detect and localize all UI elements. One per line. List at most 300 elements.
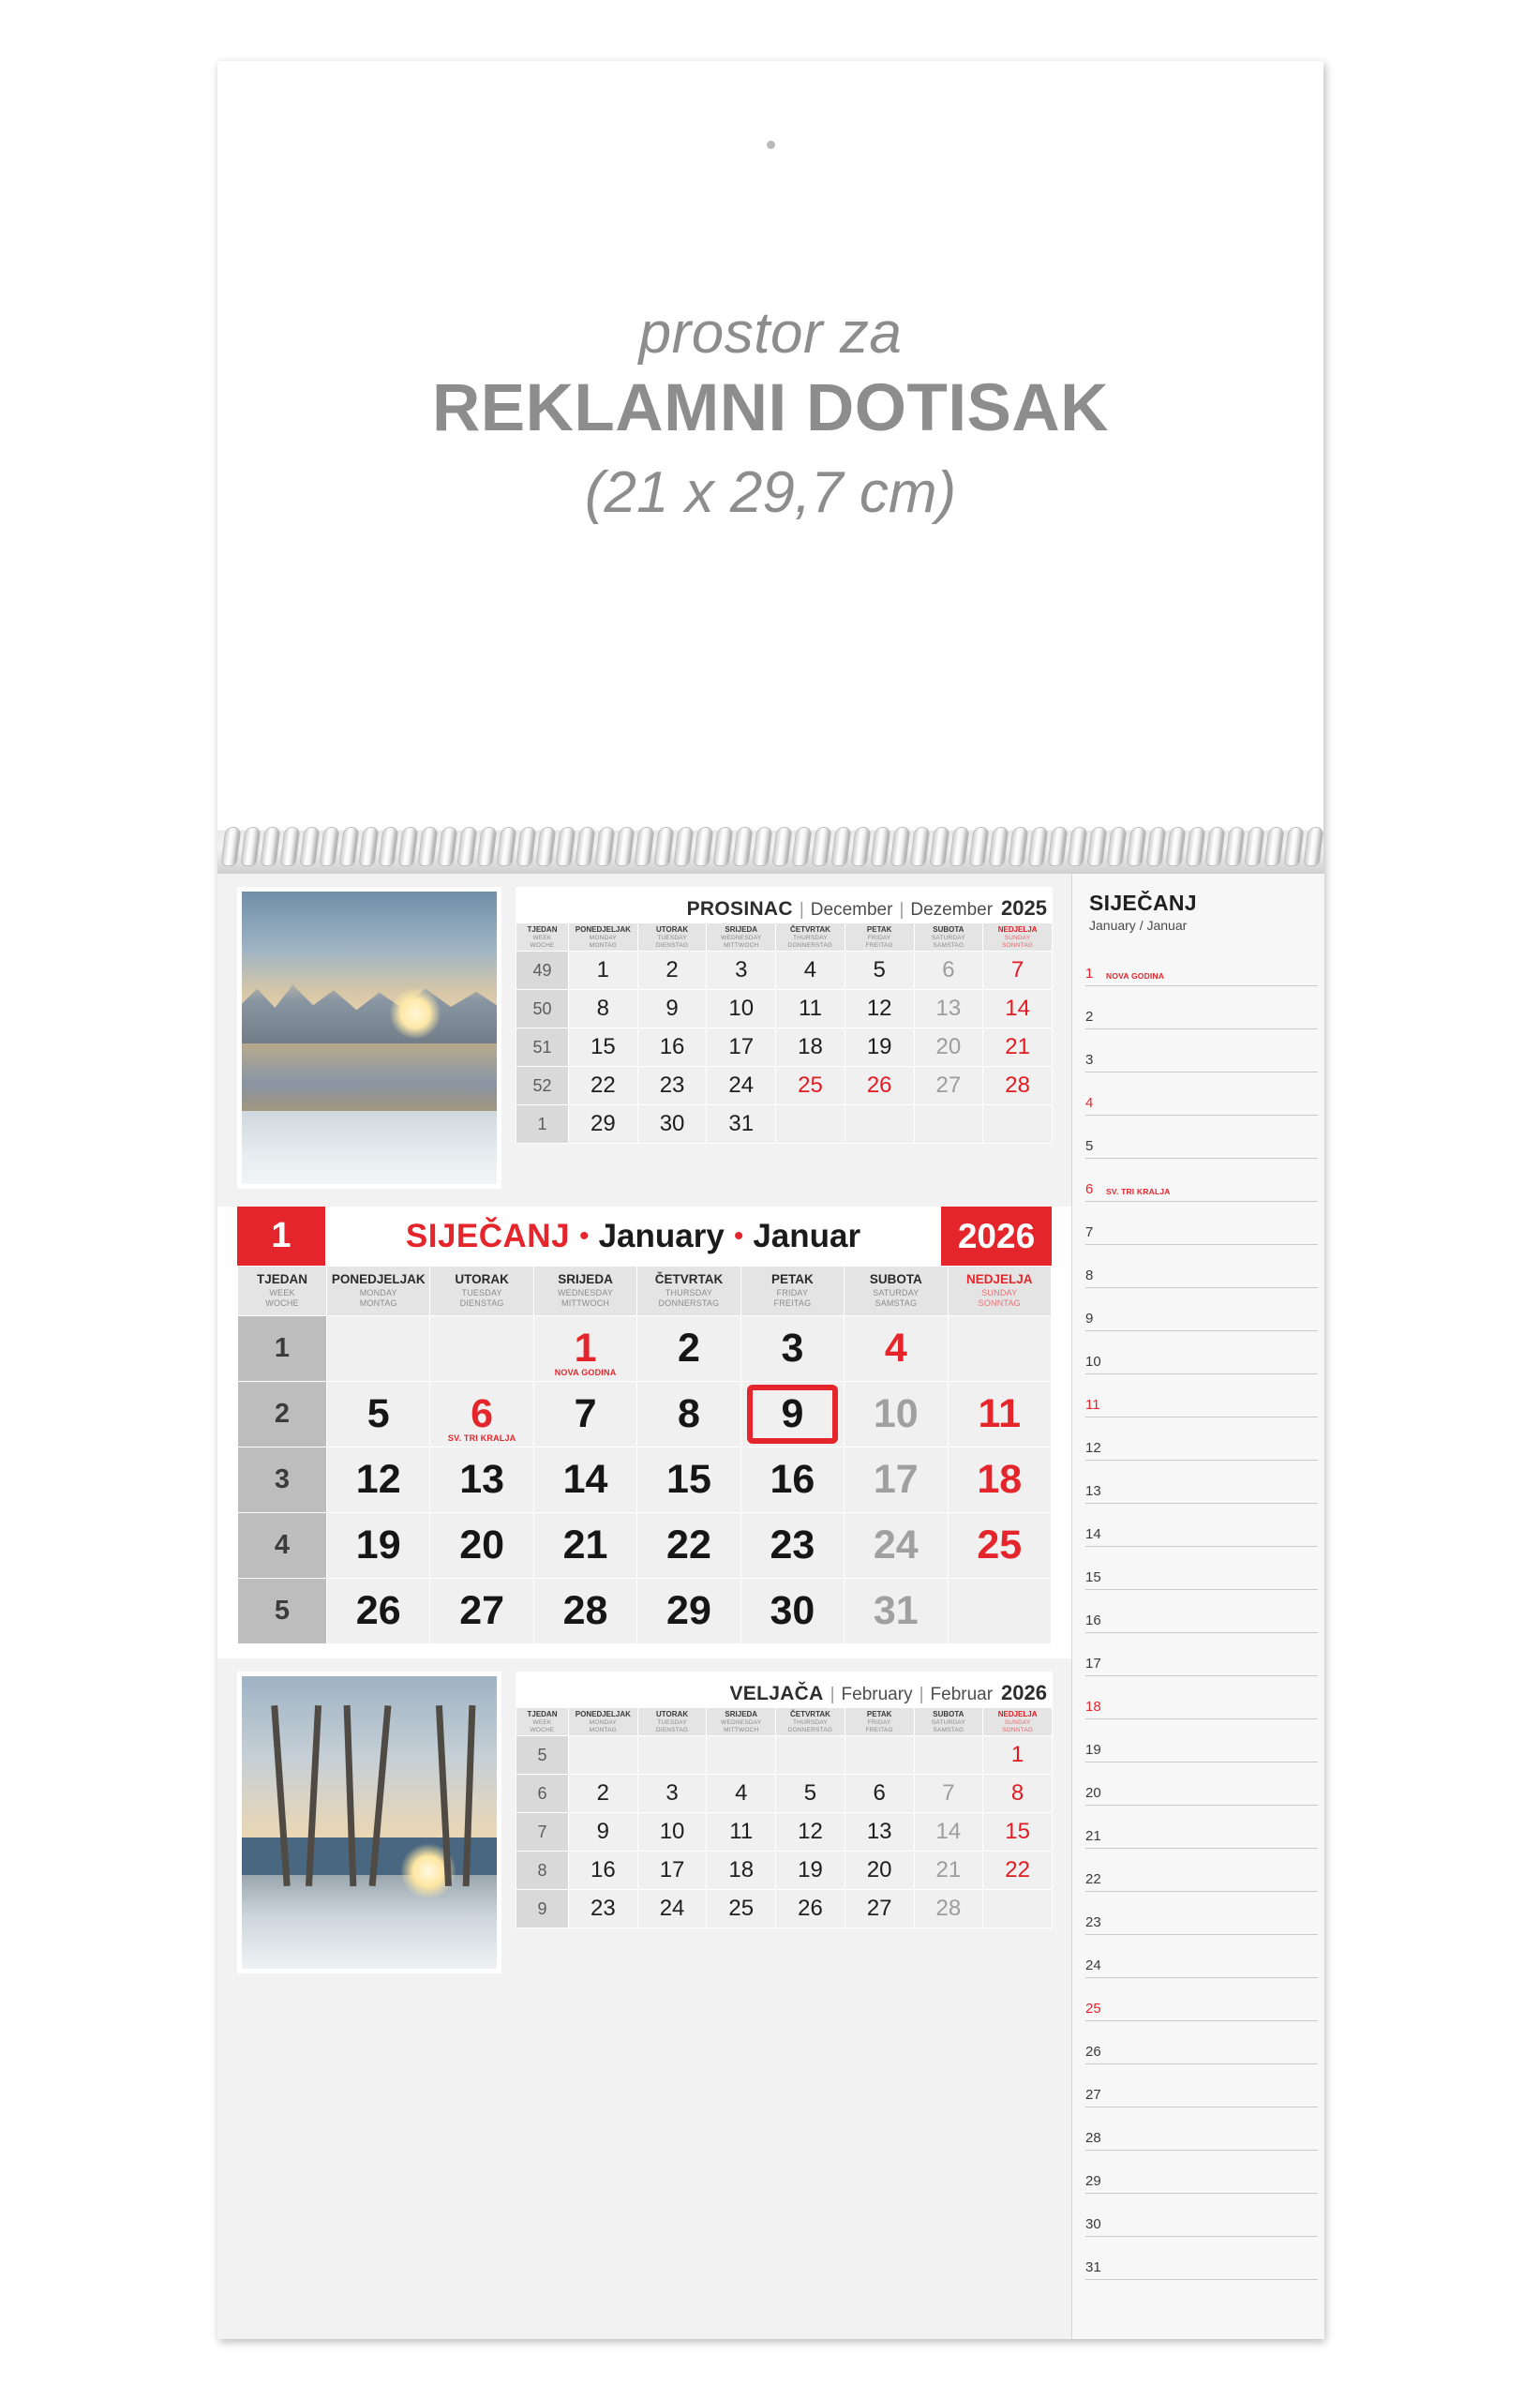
- day-cell: 21: [983, 1028, 1053, 1067]
- spiral-coil: [771, 827, 792, 866]
- day-cell: [637, 1513, 740, 1579]
- day-cell: 16: [569, 1852, 638, 1890]
- winter-photo-february: [237, 1672, 501, 1973]
- column-header: SRIJEDA WEDNESDAY MITTWOCH: [533, 1267, 636, 1316]
- notes-day-row[interactable]: [1085, 1159, 1318, 1202]
- week-number: 7: [516, 1813, 569, 1852]
- week-number: 5: [516, 1736, 569, 1775]
- month-name-de: Februar: [930, 1685, 994, 1704]
- table-row: [516, 1813, 1053, 1852]
- spiral-coil: [693, 827, 713, 866]
- day-cell: [327, 1382, 430, 1448]
- spiral-coil: [830, 827, 851, 866]
- day-cell: 11: [776, 990, 845, 1028]
- table-row: [516, 952, 1053, 990]
- day-cell-empty: [948, 1316, 1051, 1382]
- month-name-en: December: [810, 900, 893, 920]
- notes-day-number: 17: [1085, 1656, 1101, 1672]
- spiral-coil: [870, 827, 890, 866]
- spiral-coil: [299, 827, 320, 866]
- month-grid-january: [237, 1266, 1052, 1644]
- notes-day-row[interactable]: [1085, 1806, 1318, 1849]
- day-number: 30: [770, 1588, 815, 1633]
- day-cell: [948, 1382, 1051, 1448]
- notes-day-number: 19: [1085, 1742, 1101, 1758]
- months-column: [217, 874, 1071, 2339]
- separator: |: [919, 1685, 924, 1704]
- day-cell: [948, 1448, 1051, 1513]
- notes-header: [1089, 891, 1310, 933]
- day-cell: 4: [776, 952, 845, 990]
- day-number: 15: [666, 1457, 711, 1502]
- spiral-coil: [1086, 827, 1107, 866]
- notes-day-row[interactable]: [1085, 1374, 1318, 1418]
- spiral-coil: [456, 827, 477, 866]
- spiral-coil: [1047, 827, 1068, 866]
- wall-calendar: [217, 61, 1323, 2339]
- mini-month-header-february: [516, 1672, 1053, 1707]
- day-cell: 18: [707, 1852, 776, 1890]
- notes-day-row[interactable]: [1085, 1461, 1318, 1504]
- notes-day-number: 14: [1085, 1526, 1101, 1542]
- day-cell: 1: [569, 952, 638, 990]
- day-cell: 18: [776, 1028, 845, 1067]
- notes-day-number: 23: [1085, 1914, 1101, 1930]
- notes-day-row[interactable]: [1085, 1762, 1318, 1806]
- day-number: 8: [678, 1391, 700, 1436]
- notes-day-row[interactable]: [1085, 986, 1318, 1029]
- notes-day-number: 21: [1085, 1828, 1101, 1844]
- day-cell: [327, 1513, 430, 1579]
- day-number: 24: [873, 1522, 919, 1568]
- separator: |: [799, 900, 804, 920]
- column-header: PETAK FRIDAY FREITAG: [845, 923, 914, 952]
- table-row: [238, 1513, 1052, 1579]
- notes-day-row[interactable]: [1085, 1935, 1318, 1978]
- month-name-en: January: [598, 1217, 725, 1254]
- day-cell: 30: [637, 1105, 707, 1144]
- notes-day-row[interactable]: [1085, 1978, 1318, 2021]
- spiral-coil: [279, 827, 300, 866]
- notes-day-number: 29: [1085, 2173, 1101, 2189]
- mini-month-header-december: [516, 887, 1053, 922]
- day-cell-empty: [569, 1736, 638, 1775]
- column-header: NEDJELJA SUNDAY SONNTAG: [948, 1267, 1051, 1316]
- day-cell: 7: [983, 952, 1053, 990]
- spiral-coil: [417, 827, 438, 866]
- column-header: TJEDAN WEEK WOCHE: [516, 1708, 569, 1736]
- day-cell: [533, 1316, 636, 1382]
- day-cell: 19: [776, 1852, 845, 1890]
- notes-day-row[interactable]: [1085, 1288, 1318, 1331]
- day-number: 18: [977, 1457, 1023, 1502]
- day-cell-empty: [707, 1736, 776, 1775]
- spiral-coil: [1204, 827, 1225, 866]
- notes-day-number: 3: [1085, 1052, 1094, 1068]
- day-cell: 10: [707, 990, 776, 1028]
- month-name-de: Januar: [753, 1217, 861, 1254]
- day-cell-empty: [327, 1316, 430, 1382]
- spiral-coil: [752, 827, 772, 866]
- table-row: [516, 1890, 1053, 1928]
- day-cell: [430, 1579, 533, 1644]
- spiral-coil: [811, 827, 831, 866]
- day-cell: 6: [914, 952, 983, 990]
- day-cell: 17: [637, 1852, 707, 1890]
- day-number: 21: [562, 1522, 608, 1568]
- day-cell: [637, 1448, 740, 1513]
- day-cell: [533, 1448, 636, 1513]
- day-number: 22: [666, 1522, 711, 1568]
- day-number: 5: [366, 1391, 390, 1436]
- notes-day-row[interactable]: [1085, 2108, 1318, 2151]
- day-cell: [533, 1579, 636, 1644]
- day-cell: 5: [776, 1775, 845, 1813]
- spiral-coil: [929, 827, 949, 866]
- day-cell: 21: [914, 1852, 983, 1890]
- day-cell: 10: [637, 1813, 707, 1852]
- notes-day-row[interactable]: [1085, 1331, 1318, 1374]
- day-cell: 17: [707, 1028, 776, 1067]
- spiral-coil: [378, 827, 398, 866]
- day-number: 17: [873, 1457, 919, 1502]
- table-row: [516, 1736, 1053, 1775]
- day-number: 2: [678, 1326, 700, 1371]
- week-number: 51: [516, 1028, 569, 1067]
- holiday-note: NOVA GODINA: [554, 1368, 617, 1377]
- month-year: 2026: [957, 1216, 1036, 1255]
- spiral-coil: [634, 827, 654, 866]
- previous-month-block: [217, 874, 1071, 1207]
- table-row: [238, 1448, 1052, 1513]
- day-cell: 9: [569, 1813, 638, 1852]
- spiral-coil: [476, 827, 497, 866]
- spiral-coil: [1027, 827, 1048, 866]
- notes-day-number: 6: [1085, 1181, 1094, 1197]
- day-cell-empty: [637, 1736, 707, 1775]
- column-header: SUBOTA SATURDAY SAMSTAG: [914, 923, 983, 952]
- column-header: SRIJEDA WEDNESDAY MITTWOCH: [707, 923, 776, 952]
- day-number: 14: [562, 1457, 608, 1502]
- day-cell-empty: [914, 1736, 983, 1775]
- day-cell-empty: [430, 1316, 533, 1382]
- day-cell: 23: [569, 1890, 638, 1928]
- day-cell: 25: [707, 1890, 776, 1928]
- notes-day-row[interactable]: [1085, 1676, 1318, 1719]
- notes-day-row[interactable]: [1085, 1072, 1318, 1116]
- week-number: 1: [238, 1316, 327, 1382]
- week-number: 3: [238, 1448, 327, 1513]
- holiday-note: SV. TRI KRALJA: [447, 1433, 516, 1443]
- notes-day-number: 2: [1085, 1009, 1094, 1025]
- day-cell: 11: [707, 1813, 776, 1852]
- day-cell: 15: [983, 1813, 1053, 1852]
- notes-day-number: 31: [1085, 2259, 1101, 2275]
- day-number: 11: [978, 1391, 1021, 1436]
- notes-day-row[interactable]: [1085, 1892, 1318, 1935]
- day-cell-empty: [914, 1105, 983, 1144]
- spiral-coil: [1263, 827, 1284, 866]
- day-cell: [327, 1448, 430, 1513]
- day-cell: 3: [637, 1775, 707, 1813]
- day-cell: 16: [637, 1028, 707, 1067]
- day-cell: [740, 1316, 844, 1382]
- week-number: 1: [516, 1105, 569, 1144]
- spiral-coil: [673, 827, 694, 866]
- day-cell-empty: [776, 1105, 845, 1144]
- day-cell: [740, 1382, 844, 1448]
- day-cell: 7: [914, 1775, 983, 1813]
- day-number: 31: [873, 1588, 919, 1633]
- day-number: 12: [355, 1457, 401, 1502]
- spiral-coil: [1244, 827, 1264, 866]
- notes-day-row[interactable]: [1085, 2194, 1318, 2237]
- day-cell: 6: [845, 1775, 914, 1813]
- day-cell: [845, 1448, 948, 1513]
- day-cell: [740, 1448, 844, 1513]
- day-cell: [430, 1382, 533, 1448]
- week-number: 49: [516, 952, 569, 990]
- month-name-de: Dezember: [910, 900, 994, 920]
- column-header: SUBOTA SATURDAY SAMSTAG: [845, 1267, 948, 1316]
- notes-day-number: 27: [1085, 2087, 1101, 2103]
- day-number: 27: [459, 1588, 505, 1633]
- spiral-coil: [516, 827, 536, 866]
- spiral-coil: [1126, 827, 1146, 866]
- day-number: 1: [574, 1326, 597, 1371]
- day-cell: 28: [983, 1067, 1053, 1105]
- day-cell: [740, 1513, 844, 1579]
- day-cell: [637, 1382, 740, 1448]
- notes-day-row[interactable]: [1085, 1547, 1318, 1590]
- day-cell: 4: [707, 1775, 776, 1813]
- week-number: 8: [516, 1852, 569, 1890]
- month-name-hr: VELJAČA: [729, 1683, 824, 1704]
- day-number: 13: [459, 1457, 505, 1502]
- day-cell: 1: [983, 1736, 1053, 1775]
- column-header: ČETVRTAK THURSDAY DONNERSTAG: [776, 923, 845, 952]
- day-cell: [845, 1382, 948, 1448]
- spiral-coil: [1165, 827, 1186, 866]
- day-cell: 19: [845, 1028, 914, 1067]
- spiral-coil: [260, 827, 280, 866]
- notes-day-row[interactable]: [1085, 1849, 1318, 1892]
- day-number: 23: [770, 1522, 815, 1568]
- column-header: PETAK FRIDAY FREITAG: [845, 1708, 914, 1736]
- week-number: 52: [516, 1067, 569, 1105]
- spiral-coil: [732, 827, 753, 866]
- spiral-coil: [437, 827, 457, 866]
- day-cell-empty: [845, 1105, 914, 1144]
- spiral-coil: [968, 827, 989, 866]
- day-cell: [845, 1513, 948, 1579]
- notes-day-number: 25: [1085, 2001, 1101, 2017]
- notes-day-row[interactable]: [1085, 1504, 1318, 1547]
- day-cell: [948, 1513, 1051, 1579]
- day-cell: 28: [914, 1890, 983, 1928]
- spiral-coils: [223, 827, 1323, 868]
- table-row: [516, 990, 1053, 1028]
- day-cell: 24: [707, 1067, 776, 1105]
- notes-day-number: 10: [1085, 1354, 1101, 1370]
- day-cell: 31: [707, 1105, 776, 1144]
- day-cell: 27: [914, 1067, 983, 1105]
- spiral-coil: [555, 827, 576, 866]
- day-number: 4: [884, 1326, 907, 1371]
- day-cell: 8: [983, 1775, 1053, 1813]
- day-cell: [430, 1448, 533, 1513]
- spiral-coil: [1224, 827, 1245, 866]
- notes-month-hr: SIJEČANJ: [1089, 891, 1197, 915]
- spiral-coil: [220, 827, 241, 866]
- spiral-coil: [535, 827, 556, 866]
- spiral-coil: [1145, 827, 1166, 866]
- notes-day-row[interactable]: [1085, 1202, 1318, 1245]
- day-number: 26: [355, 1588, 401, 1633]
- notes-day-number: 11: [1085, 1397, 1100, 1413]
- spiral-coil: [712, 827, 733, 866]
- column-header: PONEDJELJAK MONDAY MONTAG: [569, 1708, 638, 1736]
- notes-day-number: 30: [1085, 2216, 1101, 2232]
- day-cell: [533, 1513, 636, 1579]
- main-month-block: [217, 1207, 1071, 1658]
- day-cell: [845, 1316, 948, 1382]
- notes-day-row[interactable]: [1085, 2021, 1318, 2064]
- day-cell: 13: [845, 1813, 914, 1852]
- spiral-binding: [217, 820, 1323, 874]
- day-number: 25: [977, 1522, 1023, 1568]
- spiral-coil: [240, 827, 261, 866]
- week-number: 6: [516, 1775, 569, 1813]
- day-number: 6: [471, 1391, 494, 1436]
- month-grid-february: [516, 1707, 1053, 1928]
- column-header: UTORAK TUESDAY DIENSTAG: [430, 1267, 533, 1316]
- day-cell: 25: [776, 1067, 845, 1105]
- separator-dot: •: [733, 1220, 744, 1252]
- spiral-coil: [397, 827, 418, 866]
- notes-day-row[interactable]: [1085, 2064, 1318, 2108]
- day-cell: 20: [914, 1028, 983, 1067]
- month-name-hr: SIJEČANJ: [405, 1217, 571, 1254]
- day-cell: 14: [914, 1813, 983, 1852]
- notes-day-number: 15: [1085, 1569, 1101, 1585]
- notes-day-row[interactable]: [1085, 1245, 1318, 1288]
- next-month-block: [217, 1658, 1071, 2339]
- day-cell: 9: [637, 990, 707, 1028]
- month-name-hr: PROSINAC: [686, 898, 793, 920]
- spiral-coil: [850, 827, 871, 866]
- notes-day-number: 12: [1085, 1440, 1101, 1456]
- notes-day-number: 13: [1085, 1483, 1101, 1499]
- notes-day-row[interactable]: [1085, 943, 1318, 986]
- table-row: [238, 1316, 1052, 1382]
- spiral-coil: [1303, 827, 1323, 866]
- month-year: 2026: [1001, 1681, 1047, 1704]
- notes-holiday-label: SV. TRI KRALJA: [1106, 1187, 1171, 1196]
- day-cell: 22: [983, 1852, 1053, 1890]
- day-cell-empty: [983, 1105, 1053, 1144]
- spiral-coil: [358, 827, 379, 866]
- day-cell: 27: [845, 1890, 914, 1928]
- notes-day-row[interactable]: [1085, 1116, 1318, 1159]
- column-header: NEDJELJA SUNDAY SONNTAG: [983, 923, 1053, 952]
- notes-day-list: [1085, 943, 1318, 2280]
- table-row: [516, 1852, 1053, 1890]
- notes-day-number: 24: [1085, 1958, 1101, 1973]
- spiral-coil: [614, 827, 635, 866]
- week-number: 50: [516, 990, 569, 1028]
- notes-holiday-label: NOVA GODINA: [1106, 971, 1165, 981]
- table-row: [516, 1067, 1053, 1105]
- day-cell-empty: [845, 1736, 914, 1775]
- day-cell: 15: [569, 1028, 638, 1067]
- notes-day-row[interactable]: [1085, 1590, 1318, 1633]
- day-number: 28: [562, 1588, 608, 1633]
- notes-day-number: 7: [1085, 1224, 1094, 1240]
- notes-day-row[interactable]: [1085, 1633, 1318, 1676]
- spiral-coil: [338, 827, 359, 866]
- day-number: 10: [873, 1391, 919, 1436]
- day-cell-empty: [948, 1579, 1051, 1644]
- notes-day-row[interactable]: [1085, 2151, 1318, 2194]
- day-cell: 3: [707, 952, 776, 990]
- day-number: 16: [770, 1457, 815, 1502]
- day-number: 9: [781, 1391, 804, 1436]
- table-row: [516, 1775, 1053, 1813]
- day-number: 19: [355, 1522, 401, 1568]
- notes-month-intl: January / Januar: [1089, 918, 1188, 933]
- notes-day-number: 8: [1085, 1268, 1094, 1283]
- day-cell: 14: [983, 990, 1053, 1028]
- notes-day-row[interactable]: [1085, 1719, 1318, 1762]
- notes-day-number: 18: [1085, 1699, 1101, 1715]
- day-cell: 29: [569, 1105, 638, 1144]
- day-cell: 2: [637, 952, 707, 990]
- day-cell: 8: [569, 990, 638, 1028]
- notes-day-number: 1: [1085, 966, 1094, 982]
- main-month-title-bar: [237, 1207, 1052, 1266]
- day-number: 29: [666, 1588, 711, 1633]
- column-header: ČETVRTAK THURSDAY DONNERSTAG: [637, 1267, 740, 1316]
- spiral-coil: [1106, 827, 1127, 866]
- separator: |: [830, 1685, 835, 1704]
- hanging-hole-icon: [767, 141, 775, 149]
- mini-month-february: [516, 1672, 1053, 1928]
- month-year: 2025: [1001, 896, 1047, 920]
- day-cell: [740, 1579, 844, 1644]
- notes-day-row[interactable]: [1085, 1029, 1318, 1072]
- notes-column: [1071, 874, 1324, 2339]
- notes-day-row[interactable]: [1085, 1418, 1318, 1461]
- notes-day-row[interactable]: [1085, 2237, 1318, 2280]
- day-cell-empty: [776, 1736, 845, 1775]
- spiral-coil: [319, 827, 339, 866]
- calendar-body: [217, 874, 1323, 2339]
- column-header: TJEDAN WEEK WOCHE: [516, 923, 569, 952]
- day-cell: [637, 1579, 740, 1644]
- column-header: UTORAK TUESDAY DIENSTAG: [637, 1708, 707, 1736]
- spiral-coil: [575, 827, 595, 866]
- day-number: 3: [781, 1326, 804, 1371]
- day-cell: 13: [914, 990, 983, 1028]
- notes-day-number: 28: [1085, 2130, 1101, 2146]
- month-name-en: February: [841, 1685, 913, 1704]
- day-cell: [533, 1382, 636, 1448]
- day-cell-empty: [983, 1890, 1053, 1928]
- spiral-coil: [653, 827, 674, 866]
- notes-day-number: 16: [1085, 1612, 1101, 1628]
- ad-line-1: prostor za: [638, 301, 903, 366]
